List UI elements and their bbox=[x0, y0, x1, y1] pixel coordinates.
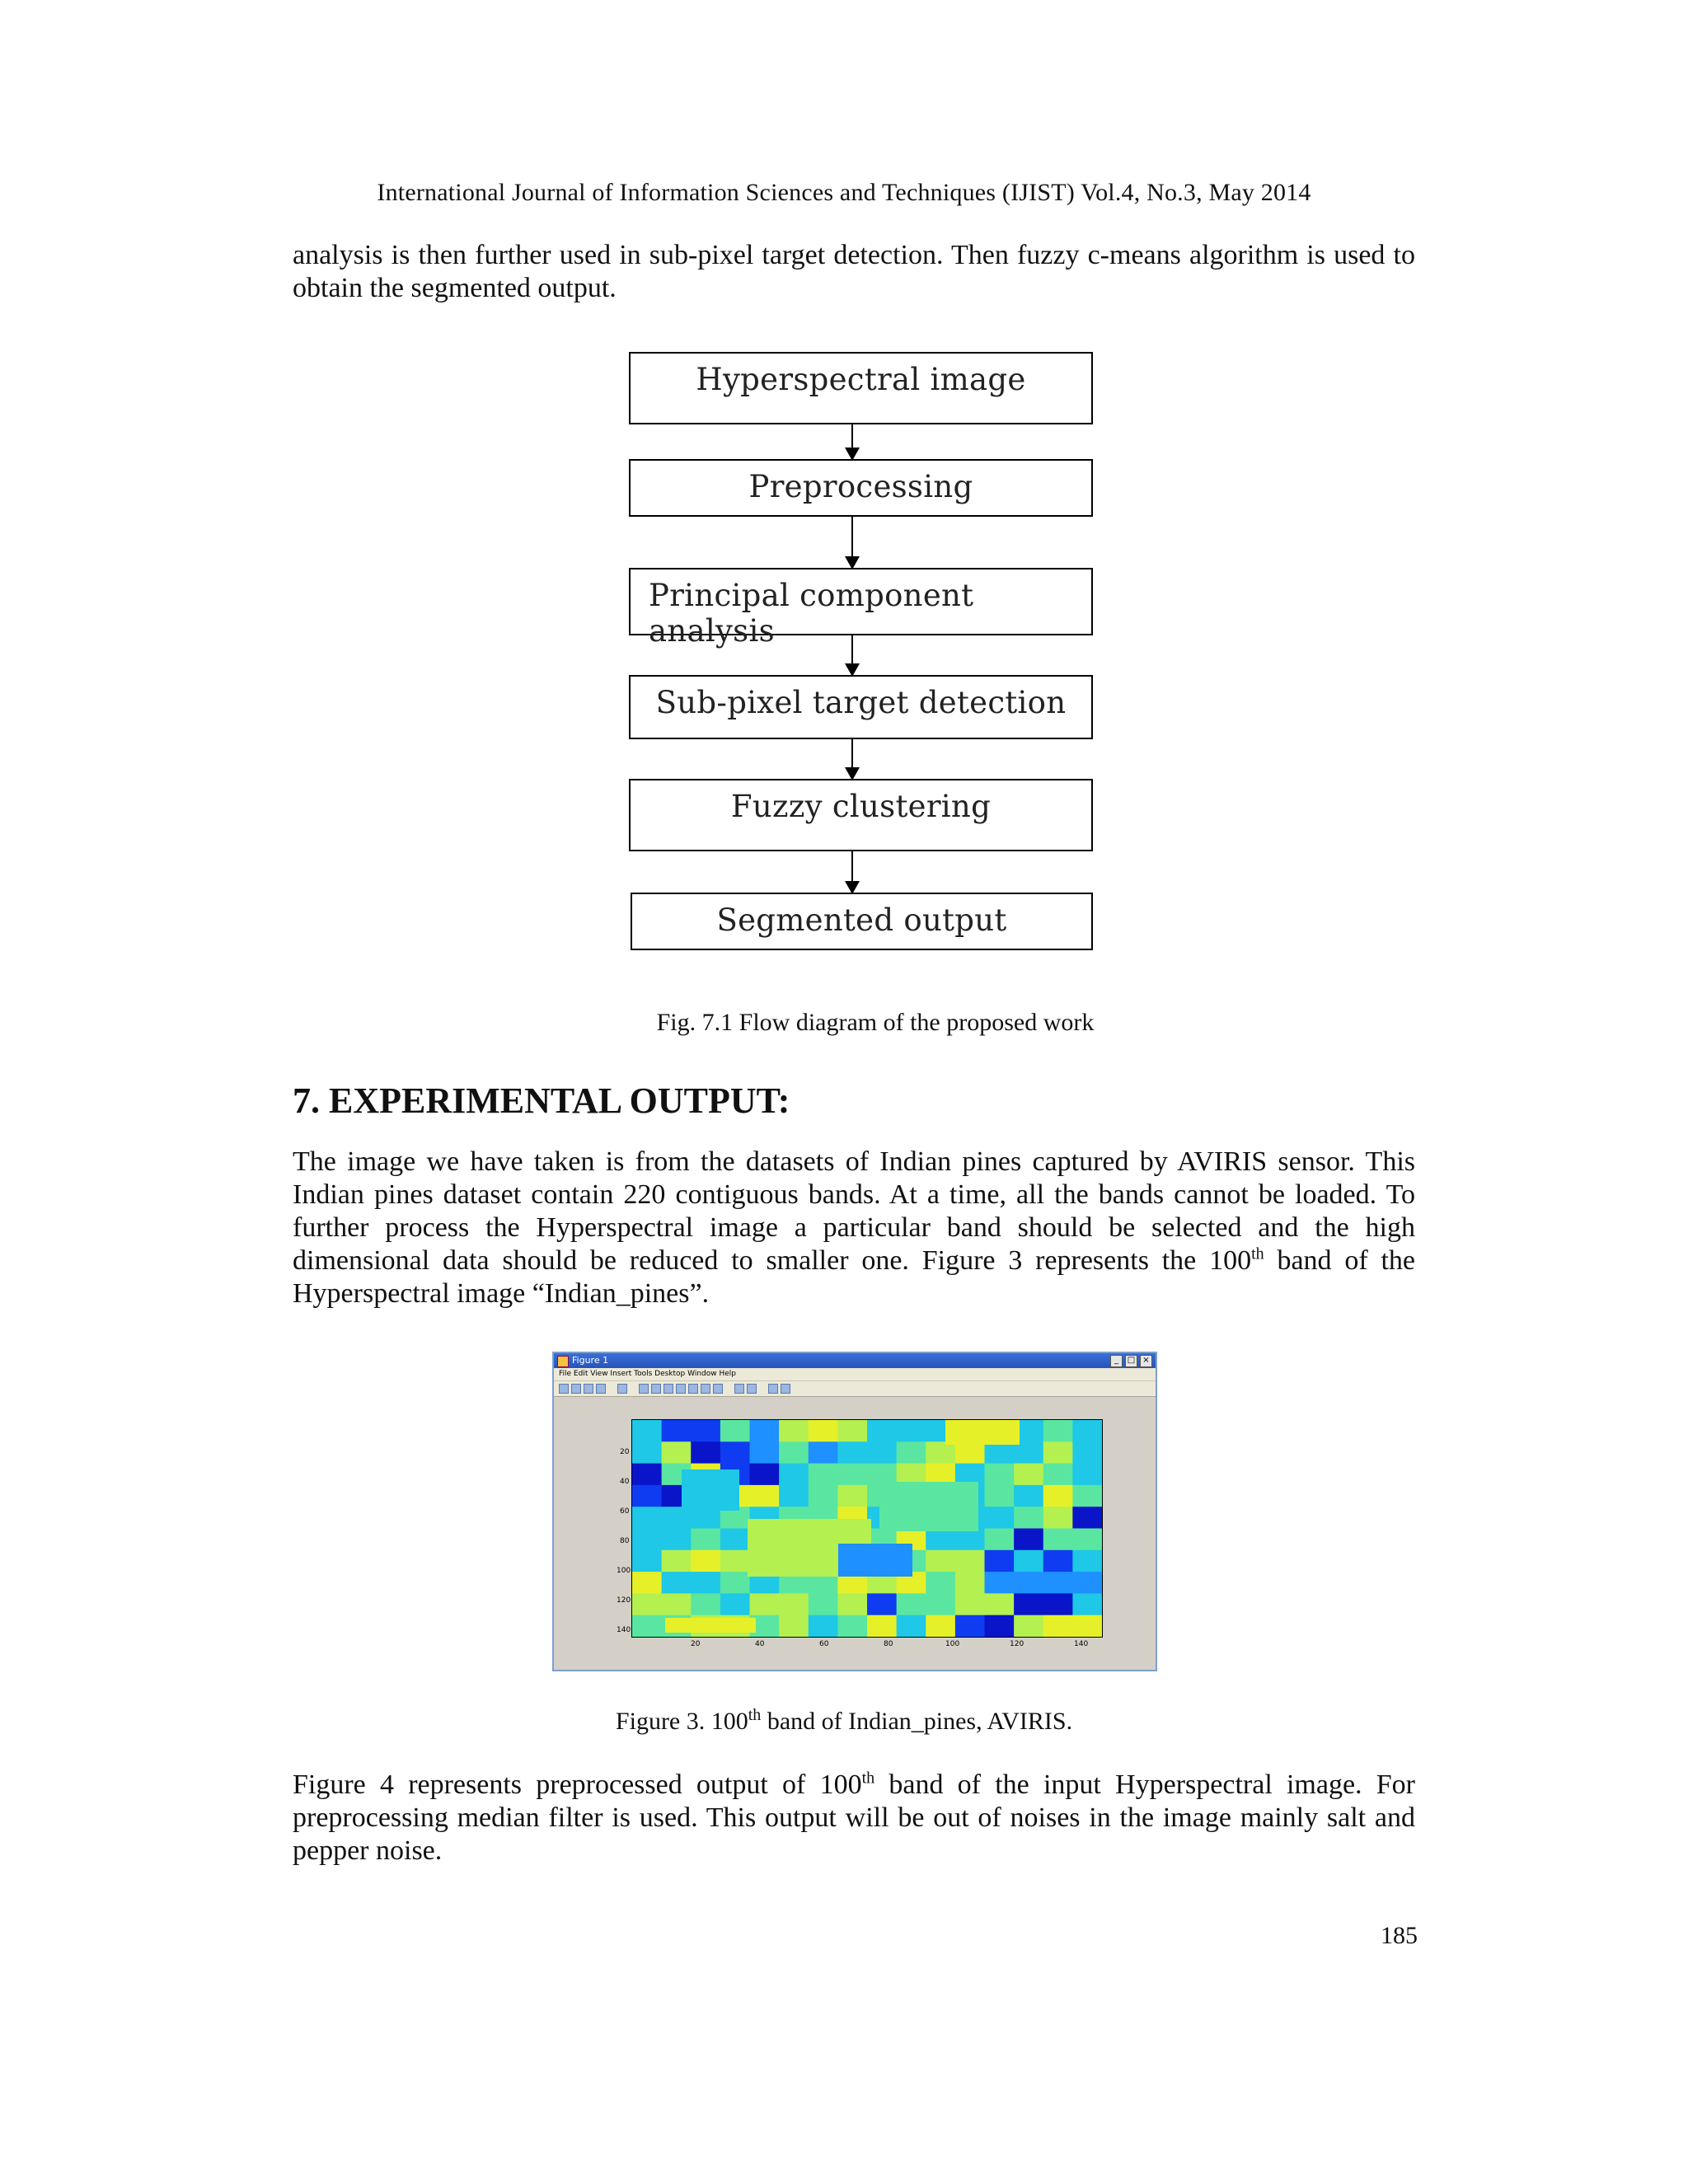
window-title: Figure 1 bbox=[572, 1355, 609, 1366]
image-region bbox=[750, 1420, 781, 1442]
image-region bbox=[750, 1593, 781, 1615]
image-region bbox=[1043, 1485, 1074, 1507]
experimental-paragraph: The image we have taken is from the datasets of Indian pines captured by AVIRIS sensor. This Indian pines dataset contain 220 contiguous bands. At a time, all the bands cannot be loaded. To further process the Hyperspectral image a particular band should be selected and the high dimensional data should be reduced to smaller one. Figure 3 represents the 100th band of the Hyperspectral image “Indian_pines”. bbox=[293, 1146, 1416, 1309]
image-region bbox=[779, 1441, 809, 1464]
flow-step-principal-component-analysis: Principal component analysis bbox=[629, 568, 1093, 635]
image-region bbox=[1014, 1615, 1044, 1637]
y-tick-label: 80 bbox=[620, 1537, 630, 1545]
image-region bbox=[867, 1420, 898, 1442]
image-region bbox=[691, 1593, 721, 1615]
image-region bbox=[1043, 1441, 1074, 1464]
superscript-th: th bbox=[1251, 1244, 1264, 1263]
image-region bbox=[985, 1572, 1015, 1594]
band-image bbox=[632, 1420, 1102, 1637]
image-region bbox=[897, 1441, 927, 1464]
image-region bbox=[926, 1529, 956, 1551]
maximize-icon[interactable]: □ bbox=[1125, 1355, 1137, 1367]
image-region bbox=[720, 1550, 751, 1572]
flow-arrow bbox=[851, 517, 853, 568]
image-region bbox=[955, 1572, 986, 1594]
image-region bbox=[1072, 1464, 1102, 1486]
rotate-icon[interactable] bbox=[676, 1384, 686, 1394]
x-tick-label: 120 bbox=[1010, 1640, 1025, 1648]
image-region bbox=[691, 1420, 721, 1442]
image-region bbox=[632, 1507, 663, 1529]
superscript-th: th bbox=[748, 1706, 762, 1724]
image-region bbox=[632, 1572, 663, 1594]
image-region bbox=[662, 1550, 692, 1572]
image-region bbox=[985, 1529, 1015, 1551]
image-region bbox=[779, 1615, 809, 1637]
image-region bbox=[1014, 1441, 1044, 1464]
image-region bbox=[632, 1485, 663, 1507]
image-region bbox=[1043, 1615, 1074, 1637]
image-region bbox=[837, 1615, 868, 1637]
image-region bbox=[809, 1593, 839, 1615]
zoom-in-icon[interactable] bbox=[639, 1384, 649, 1394]
image-region bbox=[662, 1420, 692, 1442]
zoom-out-icon[interactable] bbox=[651, 1384, 661, 1394]
image-region bbox=[662, 1529, 692, 1551]
image-region bbox=[1014, 1550, 1044, 1572]
x-tick-label: 60 bbox=[819, 1640, 829, 1648]
matlab-figure-icon bbox=[557, 1356, 569, 1367]
flow-step-hyperspectral-image: Hyperspectral image bbox=[629, 352, 1093, 424]
image-region bbox=[867, 1593, 898, 1615]
image-region bbox=[926, 1615, 956, 1637]
pan-icon[interactable] bbox=[663, 1384, 673, 1394]
show-plot-tools-icon[interactable] bbox=[781, 1384, 790, 1394]
image-region bbox=[867, 1615, 898, 1637]
image-region bbox=[926, 1593, 956, 1615]
new-figure-icon[interactable] bbox=[559, 1384, 569, 1394]
close-icon[interactable]: × bbox=[1140, 1355, 1152, 1367]
data-cursor-icon[interactable] bbox=[688, 1384, 698, 1394]
x-tick-label: 80 bbox=[884, 1640, 893, 1648]
flow-arrow bbox=[851, 851, 853, 893]
image-region bbox=[720, 1593, 751, 1615]
image-region bbox=[1043, 1572, 1074, 1594]
image-region bbox=[1043, 1550, 1074, 1572]
image-region bbox=[1043, 1420, 1074, 1442]
image-region bbox=[1014, 1529, 1044, 1551]
image-region bbox=[750, 1441, 781, 1464]
y-tick-label: 20 bbox=[620, 1448, 630, 1456]
image-region bbox=[926, 1572, 956, 1594]
image-region bbox=[837, 1441, 868, 1464]
image-region bbox=[897, 1615, 927, 1637]
hide-plot-tools-icon[interactable] bbox=[768, 1384, 778, 1394]
image-region bbox=[809, 1441, 839, 1464]
image-region bbox=[897, 1420, 927, 1442]
image-region bbox=[1072, 1529, 1102, 1551]
image-region bbox=[1072, 1420, 1102, 1442]
image-region bbox=[809, 1420, 839, 1442]
image-region bbox=[1043, 1593, 1074, 1615]
image-region bbox=[985, 1485, 1015, 1507]
journal-header: International Journal of Information Sciences and Techniques (IJIST) Vol.4, No.3, May 2014 bbox=[377, 179, 1311, 206]
window-toolbar bbox=[554, 1381, 1156, 1397]
image-region bbox=[1043, 1507, 1074, 1529]
image-region bbox=[945, 1420, 1020, 1445]
image-region bbox=[779, 1464, 809, 1486]
window-menu-bar[interactable]: File Edit View Insert Tools Desktop Window Help bbox=[554, 1368, 1156, 1381]
image-region bbox=[1072, 1550, 1102, 1572]
image-region bbox=[691, 1529, 721, 1551]
flow-arrow bbox=[851, 635, 853, 675]
minimize-icon[interactable]: _ bbox=[1110, 1355, 1123, 1367]
image-region bbox=[1072, 1572, 1102, 1594]
page-number: 185 bbox=[1381, 1922, 1418, 1949]
figure3-caption: Figure 3. 100th band of Indian_pines, AVIRIS. bbox=[615, 1706, 1073, 1735]
image-region bbox=[632, 1550, 663, 1572]
image-region bbox=[955, 1615, 986, 1637]
image-region bbox=[985, 1615, 1015, 1637]
edit-plot-icon[interactable] bbox=[617, 1384, 627, 1394]
image-region bbox=[779, 1593, 809, 1615]
matlab-figure-window bbox=[552, 1352, 1157, 1671]
legend-icon[interactable] bbox=[747, 1384, 757, 1394]
image-region bbox=[662, 1593, 692, 1615]
image-region bbox=[985, 1464, 1015, 1486]
image-region bbox=[691, 1441, 721, 1464]
link-icon[interactable] bbox=[713, 1384, 723, 1394]
flow-step-sub-pixel-target-detection: Sub-pixel target detection bbox=[629, 675, 1093, 739]
flow-diagram-caption: Fig. 7.1 Flow diagram of the proposed work bbox=[656, 1009, 1095, 1036]
intro-paragraph: analysis is then further used in sub-pixel target detection. Then fuzzy c-means algorithm is used to obtain the segmented output. bbox=[293, 240, 1415, 303]
image-region bbox=[926, 1441, 956, 1464]
image-region bbox=[985, 1593, 1015, 1615]
y-tick-label: 60 bbox=[620, 1507, 630, 1516]
preprocessing-paragraph: Figure 4 represents preprocessed output of 100th band of the input Hyperspectral image. For preprocessing median filter is used. This output will be out of noises in the image mainly salt and pepper noise. bbox=[293, 1769, 1416, 1866]
section-title: 7. EXPERIMENTAL OUTPUT: bbox=[293, 1080, 790, 1121]
image-region bbox=[632, 1420, 663, 1442]
image-region bbox=[1072, 1593, 1102, 1615]
image-region bbox=[750, 1485, 781, 1507]
image-region bbox=[662, 1441, 692, 1464]
x-tick-label: 40 bbox=[755, 1640, 765, 1648]
print-icon[interactable] bbox=[596, 1384, 606, 1394]
image-region bbox=[750, 1464, 781, 1486]
image-region bbox=[809, 1615, 839, 1637]
image-region bbox=[632, 1464, 663, 1486]
image-region bbox=[809, 1464, 839, 1486]
flow-step-segmented-output: Segmented output bbox=[631, 893, 1093, 950]
image-region bbox=[955, 1441, 986, 1464]
image-region bbox=[779, 1485, 809, 1507]
image-region bbox=[1014, 1485, 1044, 1507]
image-region bbox=[665, 1618, 756, 1633]
flow-step-preprocessing: Preprocessing bbox=[629, 459, 1093, 517]
y-tick-label: 100 bbox=[617, 1567, 631, 1575]
image-region bbox=[897, 1593, 927, 1615]
image-region bbox=[837, 1420, 868, 1442]
y-tick-label: 140 bbox=[617, 1626, 631, 1634]
flow-step-fuzzy-clustering: Fuzzy clustering bbox=[629, 779, 1093, 851]
image-region bbox=[838, 1544, 912, 1577]
flow-arrow bbox=[851, 739, 853, 779]
image-region bbox=[985, 1550, 1015, 1572]
brush-icon[interactable] bbox=[701, 1384, 710, 1394]
image-region bbox=[632, 1593, 663, 1615]
image-region bbox=[837, 1593, 868, 1615]
image-region bbox=[955, 1550, 986, 1572]
image-region bbox=[837, 1464, 868, 1486]
colorbar-icon[interactable] bbox=[734, 1384, 744, 1394]
image-region bbox=[1014, 1593, 1044, 1615]
image-region bbox=[1014, 1507, 1044, 1529]
image-region bbox=[1072, 1441, 1102, 1464]
image-region bbox=[720, 1420, 751, 1442]
image-region bbox=[837, 1485, 868, 1507]
image-region bbox=[809, 1485, 839, 1507]
image-region bbox=[879, 1482, 978, 1531]
image-region bbox=[779, 1420, 809, 1442]
flow-arrow bbox=[851, 424, 853, 459]
superscript-th: th bbox=[861, 1769, 875, 1788]
image-region bbox=[955, 1529, 986, 1551]
image-region bbox=[1043, 1529, 1074, 1551]
image-region bbox=[632, 1529, 663, 1551]
window-title-bar bbox=[554, 1353, 1156, 1368]
x-tick-label: 140 bbox=[1074, 1640, 1089, 1648]
x-tick-label: 100 bbox=[945, 1640, 960, 1648]
image-region bbox=[1072, 1485, 1102, 1507]
image-region bbox=[1072, 1507, 1102, 1529]
image-region bbox=[682, 1469, 739, 1511]
image-region bbox=[985, 1507, 1015, 1529]
band-image-plot bbox=[631, 1419, 1103, 1638]
image-region bbox=[926, 1550, 956, 1572]
image-region bbox=[662, 1572, 692, 1594]
image-region bbox=[720, 1441, 751, 1464]
image-region bbox=[691, 1572, 721, 1594]
open-file-icon[interactable] bbox=[571, 1384, 581, 1394]
y-tick-label: 120 bbox=[617, 1596, 631, 1605]
image-region bbox=[632, 1441, 663, 1464]
image-region bbox=[1043, 1464, 1074, 1486]
x-tick-label: 20 bbox=[691, 1640, 701, 1648]
y-tick-label: 40 bbox=[620, 1478, 630, 1486]
image-region bbox=[720, 1572, 751, 1594]
image-region bbox=[691, 1550, 721, 1572]
image-region bbox=[985, 1441, 1015, 1464]
image-region bbox=[955, 1593, 986, 1615]
save-icon[interactable] bbox=[584, 1384, 593, 1394]
image-region bbox=[1014, 1464, 1044, 1486]
image-region bbox=[720, 1529, 751, 1551]
image-region bbox=[1014, 1572, 1044, 1594]
image-region bbox=[867, 1441, 898, 1464]
image-region bbox=[632, 1615, 663, 1637]
image-region bbox=[1072, 1615, 1102, 1637]
